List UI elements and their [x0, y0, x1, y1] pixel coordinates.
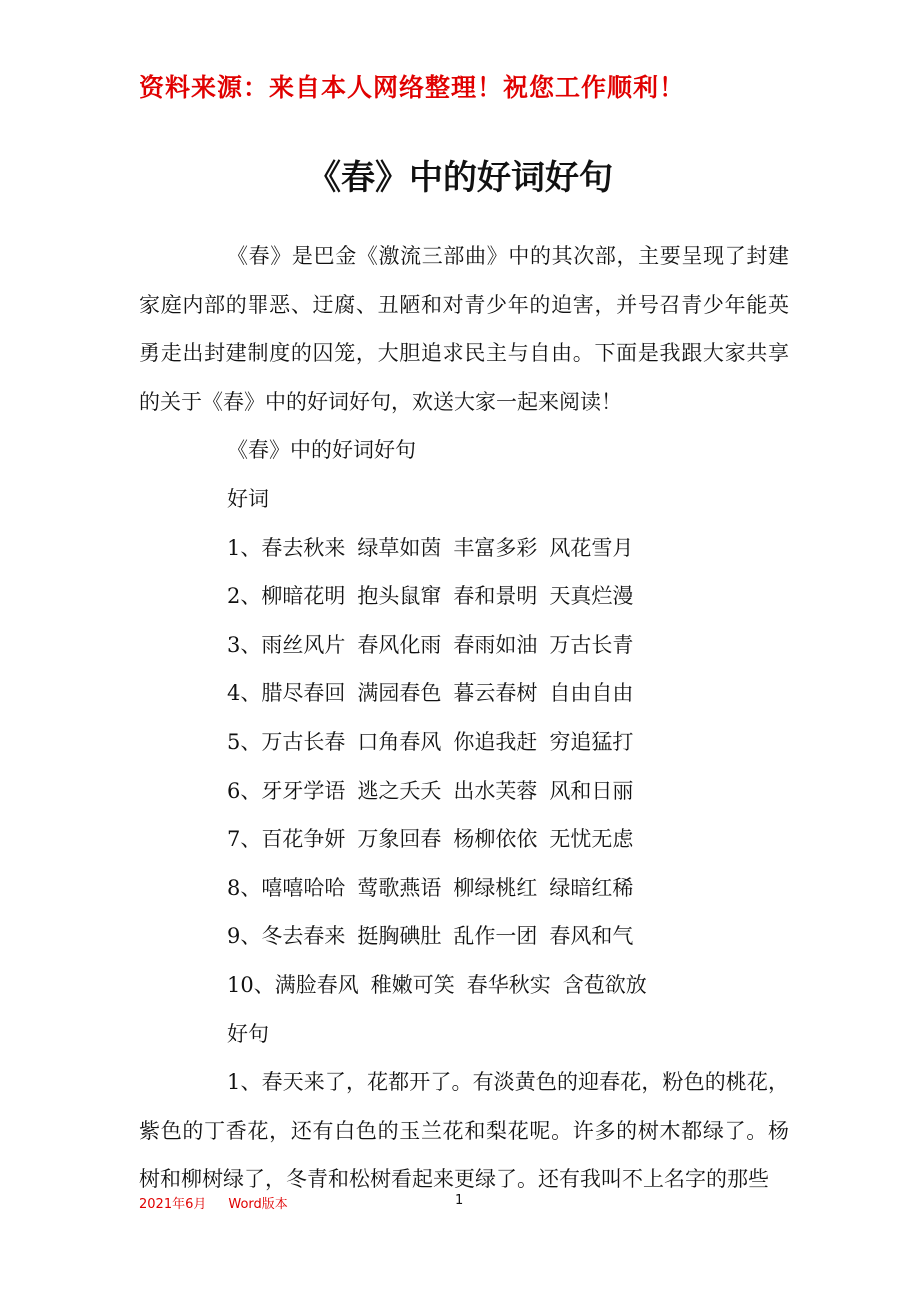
word-row-number: 1、 — [227, 535, 262, 560]
word-item: 你追我赶 — [453, 729, 538, 754]
word-list — [139, 524, 789, 1010]
word-row-number: 8、 — [227, 875, 262, 900]
word-item: 稚嫩可笑 — [370, 972, 455, 997]
word-item: 挺胸碘肚 — [357, 924, 442, 949]
intro-paragraph: 《春》是巴金《激流三部曲》中的其次部，主要呈现了封建家庭内部的罪恶、迂腐、丑陋和对青少年的迫害，并号召青少年能英勇走出封建制度的囚笼，大胆追求民主与自由。下面是我跟大家共享的关于《春》中的好词好句，欢送大家一起来阅读！ — [139, 244, 789, 414]
word-item: 春风和气 — [549, 924, 634, 949]
word-row — [139, 864, 789, 913]
word-item: 口角春风 — [357, 729, 442, 754]
word-item: 绿暗红稀 — [549, 875, 634, 900]
word-item: 杨柳依依 — [453, 827, 538, 852]
word-row-number: 2、 — [227, 584, 262, 609]
word-item: 乱作一团 — [453, 924, 538, 949]
section-subtitle: 《春》中的好词好句 — [227, 438, 416, 463]
sentence-paragraph: 1、春天来了，花都开了。有淡黄色的迎春花，粉色的桃花，紫色的丁香花，还有白色的玉兰花和梨花呢。许多的树木都绿了。杨树和柳树绿了，冬青和松树看起来更绿了。还有我叫不上名字的那些 — [139, 1070, 789, 1192]
word-row-number: 7、 — [227, 827, 262, 852]
word-item: 万象回春 — [357, 827, 442, 852]
word-row — [139, 572, 789, 621]
word-item: 风和日丽 — [549, 778, 634, 803]
footer-version: Word版本 — [228, 1197, 288, 1212]
footer-date: 2021年6月 — [139, 1197, 207, 1212]
word-item: 满园春色 — [357, 681, 442, 706]
word-item: 雨丝风片 — [261, 632, 346, 657]
footer-info — [139, 1193, 288, 1212]
word-row-number: 9、 — [227, 924, 262, 949]
word-item: 丰富多彩 — [453, 535, 538, 560]
word-row — [139, 912, 789, 961]
word-item: 柳暗花明 — [261, 584, 346, 609]
word-item: 绿草如茵 — [357, 535, 442, 560]
word-row — [139, 767, 789, 816]
word-item: 百花争妍 — [261, 827, 346, 852]
word-row-number: 10、 — [227, 972, 275, 997]
word-item: 嘻嘻哈哈 — [261, 875, 346, 900]
word-item: 天真烂漫 — [549, 584, 634, 609]
word-item: 穷追猛打 — [549, 729, 634, 754]
word-row — [139, 524, 789, 573]
word-row-number: 6、 — [227, 778, 262, 803]
word-item: 风花雪月 — [549, 535, 634, 560]
page-number: 1 — [455, 1193, 464, 1208]
word-row-number: 5、 — [227, 729, 262, 754]
word-item: 春风化雨 — [357, 632, 442, 657]
sentences-heading: 好句 — [227, 1021, 269, 1046]
word-item: 万古长青 — [549, 632, 634, 657]
word-row — [139, 621, 789, 670]
word-item: 牙牙学语 — [261, 778, 346, 803]
word-item: 出水芙蓉 — [453, 778, 538, 803]
word-item: 逃之夭夭 — [357, 778, 442, 803]
source-banner: 资料来源：来自本人网络整理！祝您工作顺利！ — [139, 73, 686, 102]
words-heading: 好词 — [227, 486, 269, 511]
page-title: 《春》中的好词好句 — [307, 158, 613, 198]
document-body — [139, 232, 789, 1204]
word-row — [139, 815, 789, 864]
word-item: 抱头鼠窜 — [357, 584, 442, 609]
word-row-number: 3、 — [227, 632, 262, 657]
word-item: 春去秋来 — [261, 535, 346, 560]
word-row — [139, 961, 789, 1010]
word-item: 满脸春风 — [274, 972, 359, 997]
word-row — [139, 669, 789, 718]
word-item: 自由自由 — [549, 681, 634, 706]
word-item: 春雨如油 — [453, 632, 538, 657]
word-item: 无忧无虑 — [549, 827, 634, 852]
word-item: 暮云春树 — [453, 681, 538, 706]
word-item: 腊尽春回 — [261, 681, 346, 706]
word-item: 春华秋实 — [466, 972, 551, 997]
word-item: 莺歌燕语 — [357, 875, 442, 900]
word-row — [139, 718, 789, 767]
word-item: 春和景明 — [453, 584, 538, 609]
word-item: 冬去春来 — [261, 924, 346, 949]
word-item: 柳绿桃红 — [453, 875, 538, 900]
word-item: 含苞欲放 — [562, 972, 647, 997]
word-item: 万古长春 — [261, 729, 346, 754]
word-row-number: 4、 — [227, 681, 262, 706]
